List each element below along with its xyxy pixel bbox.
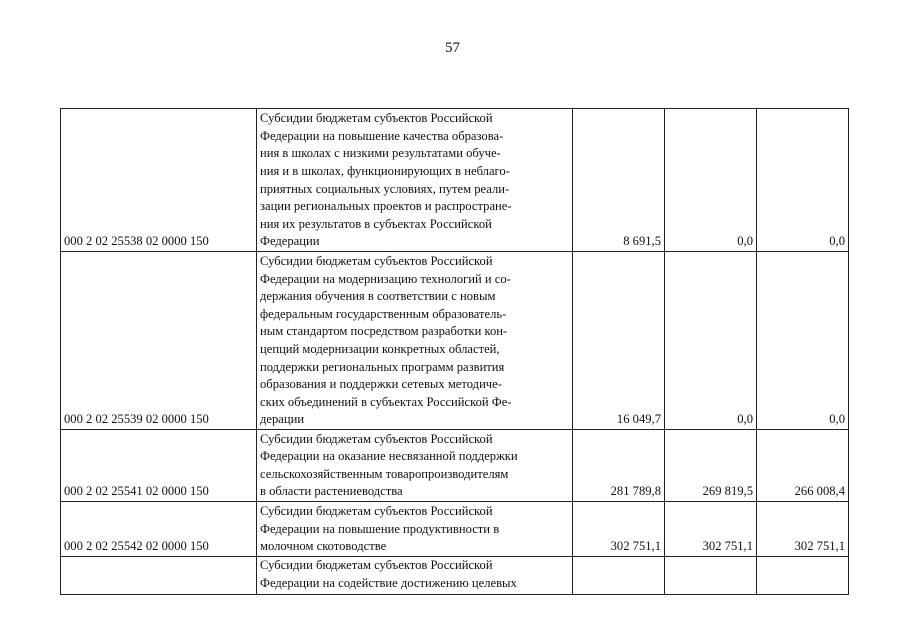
description-line: поддержки региональных программ развития <box>260 359 505 374</box>
amount-year1-cell: 302 751,1 <box>573 502 665 557</box>
budget-code-cell: 000 2 02 25539 02 0000 150 <box>61 252 257 430</box>
amount-year3-cell: 0,0 <box>757 109 849 252</box>
description-line: цепций модернизации конкретных областей, <box>260 342 500 357</box>
budget-code-cell: 000 2 02 25542 02 0000 150 <box>61 502 257 557</box>
amount-year3-cell: 302 751,1 <box>757 502 849 557</box>
amount-year2-cell: 302 751,1 <box>665 502 757 557</box>
description-cell <box>257 109 573 252</box>
description-cell <box>257 430 573 502</box>
table-row <box>61 557 849 595</box>
description-line: ным стандартом посредством разработки кон- <box>260 324 508 339</box>
amount-year1-cell <box>573 557 665 595</box>
description-line: держания обучения в соответствии с новым <box>260 289 496 304</box>
amount-year1-cell: 281 789,8 <box>573 430 665 502</box>
budget-code-cell <box>61 557 257 595</box>
description-line: зации региональных проектов и распростране- <box>260 199 512 214</box>
description-line: Федерации на содействие достижению целевых <box>260 575 517 590</box>
description-line: Федерации на повышение качества образова- <box>260 128 504 143</box>
description-line: ния в школах с низкими результатами обуче- <box>260 146 501 161</box>
description-line: Субсидии бюджетам субъектов Российской <box>260 504 493 519</box>
table-row <box>61 109 849 252</box>
amount-year2-cell <box>665 557 757 595</box>
amount-year3-cell: 0,0 <box>757 252 849 430</box>
amount-year2-cell: 0,0 <box>665 109 757 252</box>
description-line: Субсидии бюджетам субъектов Российской <box>260 431 493 446</box>
description-line: ния и в школах, функционирующих в неблаго- <box>260 164 510 179</box>
description-cell <box>257 252 573 430</box>
budget-table <box>60 108 849 595</box>
amount-year2-cell: 0,0 <box>665 252 757 430</box>
budget-code-cell: 000 2 02 25538 02 0000 150 <box>61 109 257 252</box>
budget-code-cell: 000 2 02 25541 02 0000 150 <box>61 430 257 502</box>
amount-year3-cell <box>757 557 849 595</box>
description-line: ния их результатов в субъектах Российской <box>260 216 492 231</box>
description-line: Федерации на повышение продуктивности в <box>260 521 500 536</box>
table-row <box>61 502 849 557</box>
description-line: в области растениеводства <box>260 484 403 499</box>
table-row <box>61 430 849 502</box>
description-line: молочном скотоводстве <box>260 539 387 554</box>
description-cell <box>257 557 573 595</box>
amount-year2-cell: 269 819,5 <box>665 430 757 502</box>
amount-year1-cell: 8 691,5 <box>573 109 665 252</box>
description-line: федеральным государственным образователь- <box>260 306 507 321</box>
description-line: Субсидии бюджетам субъектов Российской <box>260 254 493 269</box>
description-line: Федерации <box>260 234 320 249</box>
description-line: Субсидии бюджетам субъектов Российской <box>260 558 493 572</box>
amount-year3-cell: 266 008,4 <box>757 430 849 502</box>
description-line: ских объединений в субъектах Российской Фе- <box>260 394 512 409</box>
description-line: Субсидии бюджетам субъектов Российской <box>260 111 493 126</box>
description-line: дерации <box>260 412 305 427</box>
description-cell <box>257 502 573 557</box>
amount-year1-cell: 16 049,7 <box>573 252 665 430</box>
description-line: Федерации на модернизацию технологий и со- <box>260 271 511 286</box>
page-number: 57 <box>445 40 460 56</box>
description-line: приятных социальных условиях, путем реали- <box>260 181 510 196</box>
description-line: сельскохозяйственным товаропроизводителям <box>260 466 509 481</box>
table-row <box>61 252 849 430</box>
description-line: образования и поддержки сетевых методиче- <box>260 377 502 392</box>
description-line: Федерации на оказание несвязанной поддержки <box>260 449 518 464</box>
